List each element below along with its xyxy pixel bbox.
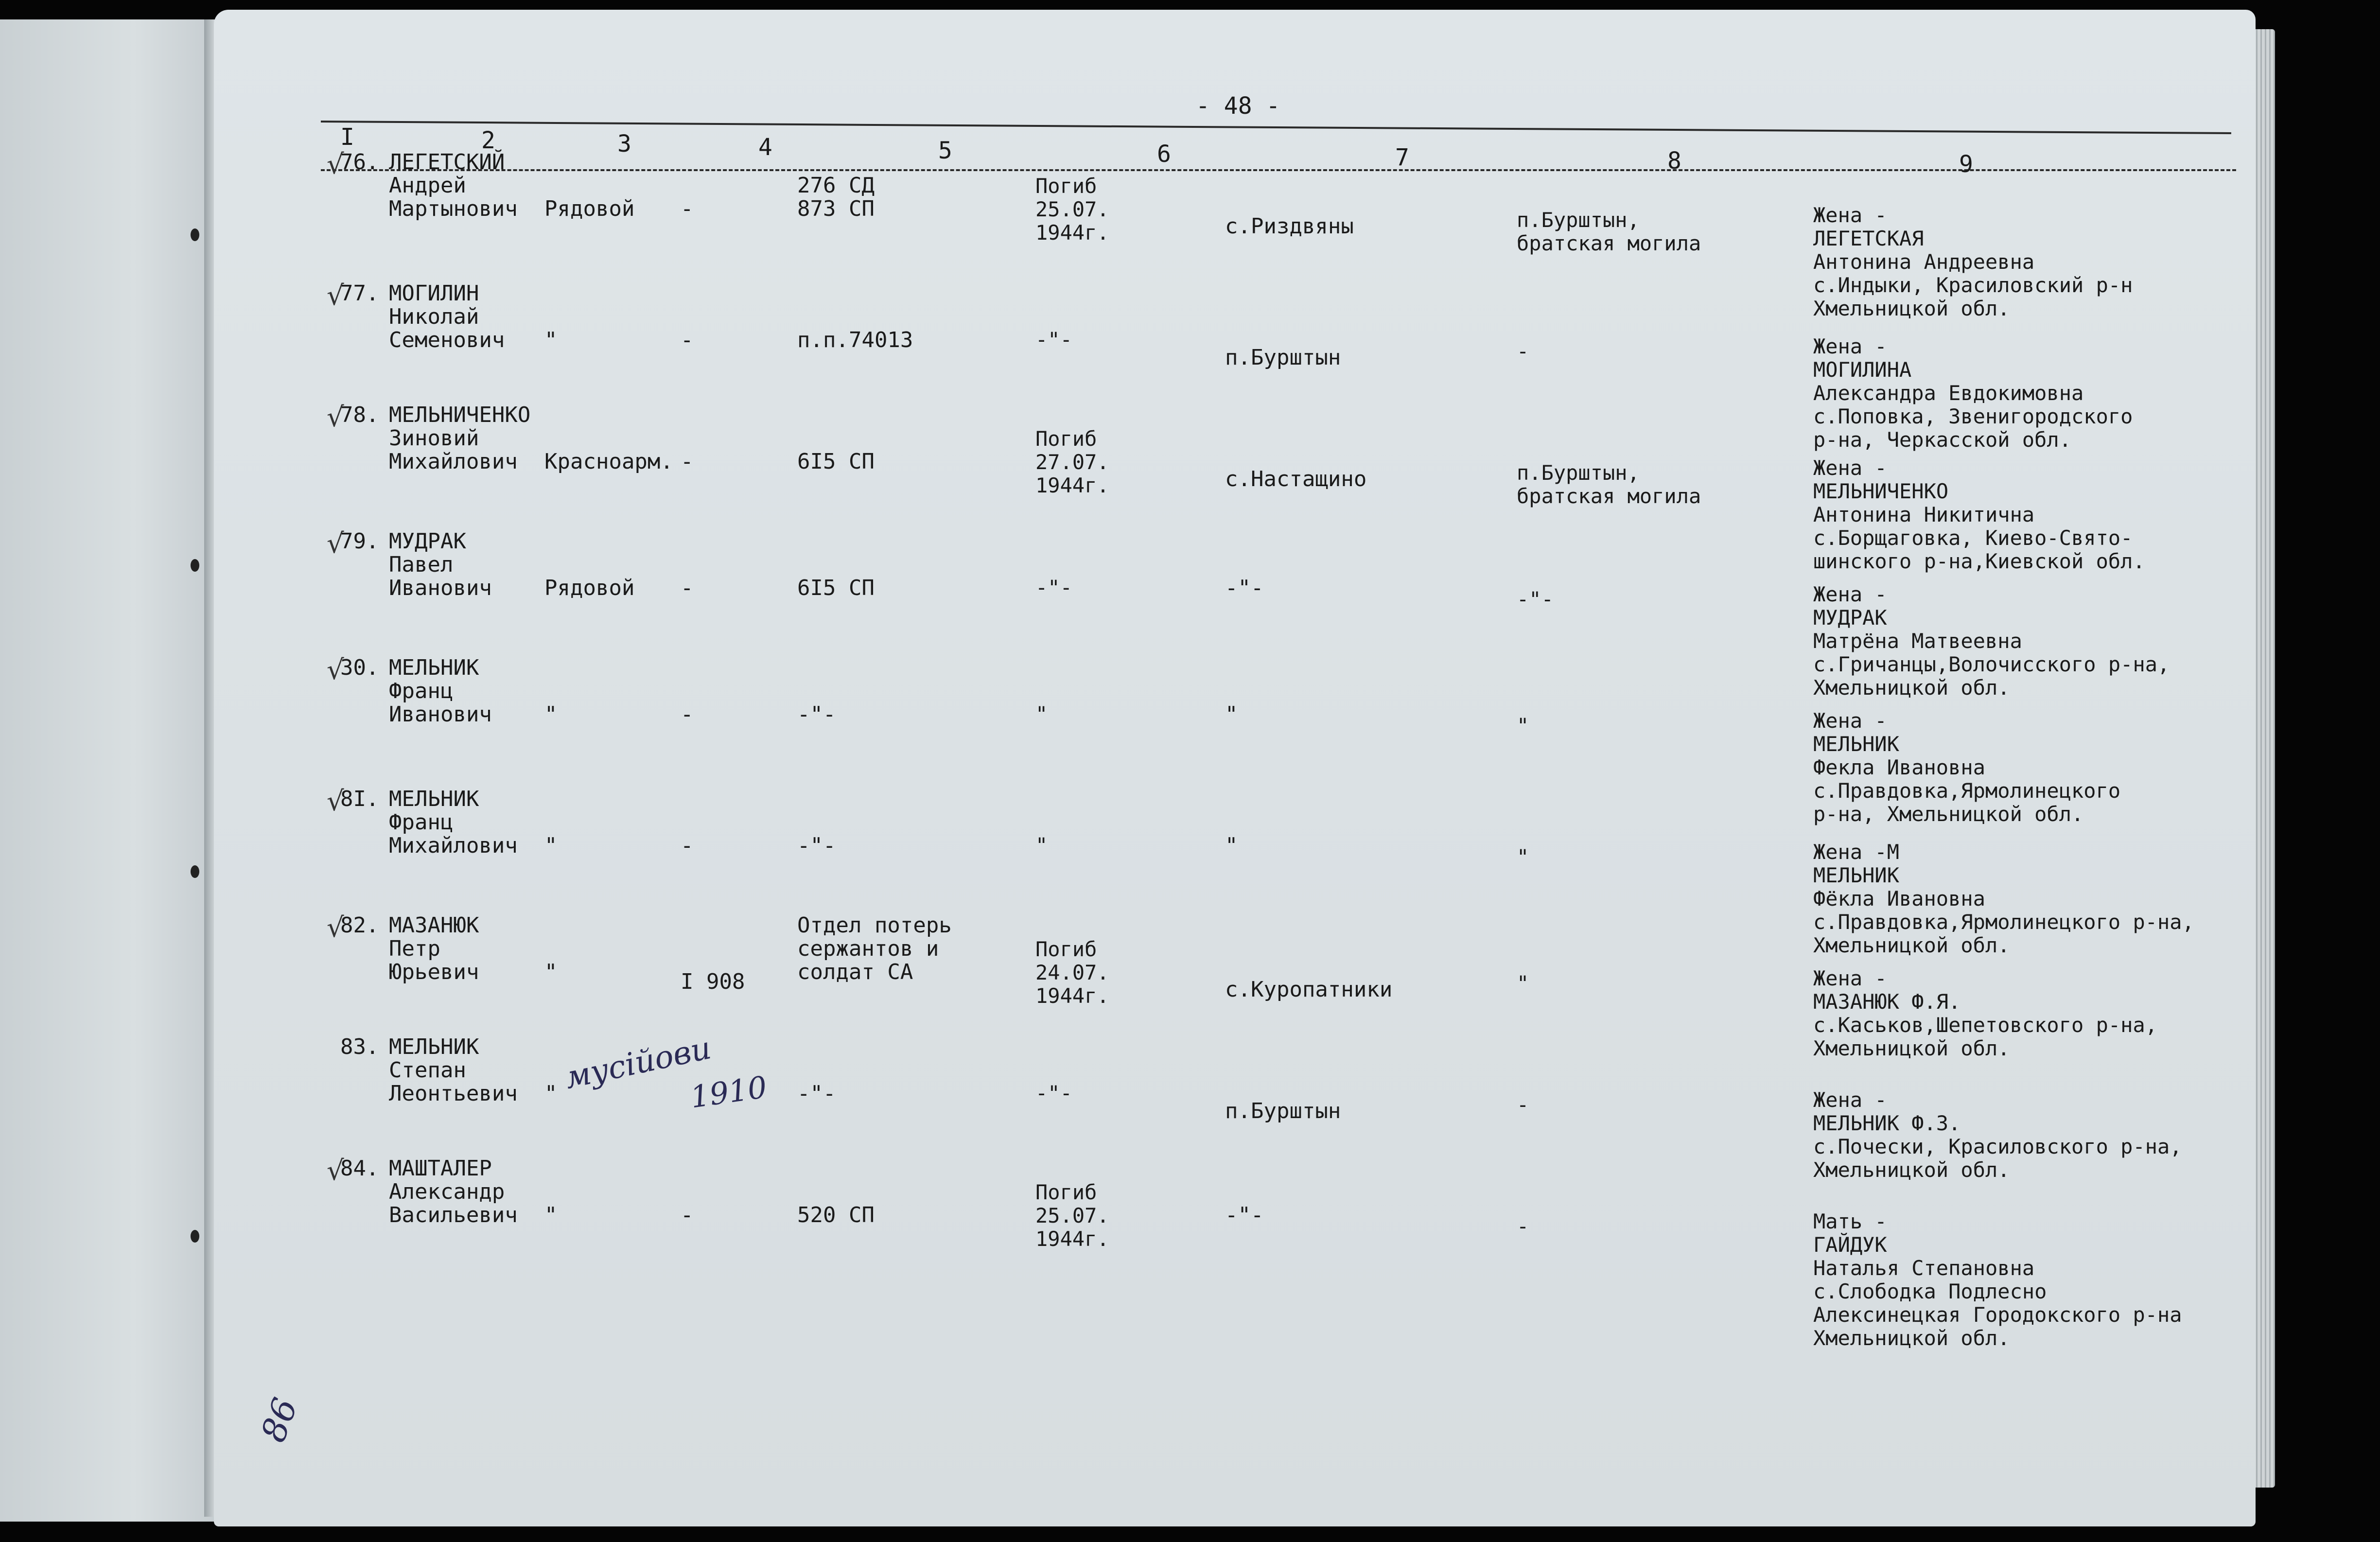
relative-info: р-на, Хмельницкой обл. <box>1813 802 2084 826</box>
relative-info: Жена - <box>1813 334 1887 358</box>
relative-info: Антонина Никитична <box>1813 503 2035 526</box>
soldier-name: Андрей <box>389 173 466 198</box>
relative-info: Жена - <box>1813 709 1887 733</box>
soldier-name: МЕЛЬНИЧЕНКО <box>389 403 531 427</box>
relative-info: Хмельницкой обл. <box>1813 676 2010 700</box>
handwritten-note: мусійови <box>561 1030 715 1096</box>
relative-info: Жена - <box>1813 1088 1887 1112</box>
place-of-death: с.Риздвяны <box>1225 214 1354 239</box>
entry-number: 8I. <box>340 787 379 811</box>
fate-date: Погиб <box>1035 1180 1097 1204</box>
fate-date: 1944г. <box>1035 1227 1109 1251</box>
place-of-death: с.Настащино <box>1225 467 1367 491</box>
check-mark: √ <box>327 528 344 560</box>
column-number: 3 <box>617 130 631 158</box>
soldier-name: МЕЛЬНИК <box>389 1034 479 1059</box>
burial-place: братская могила <box>1517 231 1701 255</box>
relative-info: МОГИЛИНА <box>1813 358 1912 382</box>
burial-place: братская могила <box>1517 484 1701 508</box>
entry-number: 77. <box>340 281 379 306</box>
soldier-name: Юрьевич <box>389 960 479 984</box>
relative-info: Хмельницкой обл. <box>1813 1158 2010 1182</box>
place-of-death: п.Бурштын <box>1225 1099 1341 1123</box>
check-mark: √ <box>327 786 344 817</box>
check-mark: √ <box>327 654 344 686</box>
check-mark: √ <box>327 1155 344 1187</box>
binding-hole <box>191 865 199 878</box>
rank: " <box>544 702 558 727</box>
header-bottom-rule <box>321 169 2236 171</box>
burial-place: -"- <box>1517 587 1554 611</box>
relative-info: с.Почески, Красиловского р-на, <box>1813 1135 2182 1158</box>
fate-date: -"- <box>1035 328 1072 351</box>
entry-number: 78. <box>340 403 379 427</box>
fate-date: " <box>1035 833 1048 857</box>
margin-number: 86 <box>253 1393 306 1447</box>
birth-year: - <box>681 196 694 221</box>
binding-hole <box>191 559 199 572</box>
relative-info: Жена -М <box>1813 840 1900 864</box>
military-unit: сержантов и <box>797 936 939 961</box>
fate-date: Погиб <box>1035 174 1097 198</box>
relative-info: Хмельницкой обл. <box>1813 933 2010 957</box>
soldier-name: Иванович <box>389 702 492 727</box>
soldier-name: Михайлович <box>389 449 518 474</box>
column-number: 9 <box>1959 151 1973 178</box>
soldier-name: Павел <box>389 552 454 577</box>
military-unit: 276 СД <box>797 173 875 198</box>
relative-info: МАЗАНЮК Ф.Я. <box>1813 990 1961 1014</box>
relative-info: Фекла Ивановна <box>1813 755 1986 779</box>
relative-info: с.Поповка, Звенигородского <box>1813 404 2133 428</box>
soldier-name: Франц <box>389 810 454 835</box>
relative-info: Жена - <box>1813 456 1887 480</box>
fate-date: -"- <box>1035 576 1072 599</box>
birth-year: I 908 <box>681 969 745 994</box>
fate-date: Погиб <box>1035 937 1097 961</box>
soldier-name: МУДРАК <box>389 529 466 554</box>
burial-place: - <box>1517 339 1529 363</box>
soldier-name: МЕЛЬНИК <box>389 655 479 680</box>
entry-number: 84. <box>340 1156 379 1181</box>
burial-place: - <box>1517 1093 1529 1117</box>
birth-year: - <box>681 1203 694 1227</box>
check-mark: √ <box>327 280 344 312</box>
relative-info: с.Правдовка,Ярмолинецкого <box>1813 779 2121 803</box>
entry-number: 82. <box>340 913 379 938</box>
relative-info: с.Правдовка,Ярмолинецкого р-на, <box>1813 910 2194 934</box>
soldier-name: Зиновий <box>389 426 479 451</box>
burial-place: " <box>1517 714 1529 737</box>
relative-info: Александра Евдокимовна <box>1813 381 2084 405</box>
relative-info: с.Слободка Подлесно <box>1813 1279 2047 1303</box>
soldier-name: МАЗАНЮК <box>389 913 479 938</box>
relative-info: МУДРАК <box>1813 606 1887 630</box>
military-unit: солдат СА <box>797 960 913 984</box>
birth-year: - <box>681 449 694 474</box>
entry-number: 30. <box>340 655 379 680</box>
soldier-name: Васильевич <box>389 1203 518 1227</box>
fate-date: -"- <box>1035 1081 1072 1105</box>
relative-info: Антонина Андреевна <box>1813 250 2035 274</box>
check-mark: √ <box>327 402 344 433</box>
burial-place: - <box>1517 1214 1529 1238</box>
place-of-death: -"- <box>1225 1203 1264 1227</box>
check-mark: √ <box>327 912 344 944</box>
column-number: 8 <box>1667 147 1681 175</box>
column-number: 4 <box>758 134 772 161</box>
relative-info: шинского р-на,Киевской обл. <box>1813 549 2145 573</box>
place-of-death: п.Бурштын <box>1225 345 1341 370</box>
entry-number: 79. <box>340 529 379 554</box>
relative-info: Хмельницкой обл. <box>1813 297 2010 320</box>
soldier-name: Николай <box>389 304 479 329</box>
fate-date: 1944г. <box>1035 221 1109 245</box>
column-number: 7 <box>1395 144 1409 171</box>
burial-place: п.Бурштын, <box>1517 461 1640 485</box>
fate-date: 27.07. <box>1035 450 1109 474</box>
relative-info: Хмельницкой обл. <box>1813 1326 2010 1350</box>
fate-date: 1944г. <box>1035 473 1109 497</box>
handwritten-year: 1910 <box>688 1069 770 1115</box>
place-of-death: с.Куропатники <box>1225 977 1393 1002</box>
column-number: I <box>340 123 354 151</box>
military-unit: 6I5 СП <box>797 449 875 474</box>
relative-info: МЕЛЬНИЧЕНКО <box>1813 479 1949 503</box>
relative-info: МЕЛЬНИК <box>1813 732 1900 756</box>
column-number: 2 <box>481 127 495 154</box>
soldier-name: Мартынович <box>389 196 518 221</box>
soldier-name: Семенович <box>389 328 505 352</box>
entry-number: 83. <box>340 1034 379 1059</box>
check-mark: √ <box>327 149 344 180</box>
rank: Рядовой <box>544 196 635 221</box>
place-of-death: -"- <box>1225 576 1264 600</box>
burial-place: " <box>1517 845 1529 869</box>
fate-date: Погиб <box>1035 427 1097 451</box>
fate-date: 24.07. <box>1035 961 1109 984</box>
rank: Рядовой <box>544 576 635 600</box>
relative-info: Матрёна Матвеевна <box>1813 629 2022 653</box>
fate-date: 25.07. <box>1035 197 1109 221</box>
fate-date: " <box>1035 702 1048 726</box>
relative-info: Фёкла Ивановна <box>1813 887 1986 911</box>
relative-info: Наталья Степановна <box>1813 1256 2035 1280</box>
relative-info: ГАЙДУК <box>1813 1233 1887 1257</box>
military-unit: 873 СП <box>797 196 875 221</box>
relative-info: с.Гричанцы,Волочисского р-на, <box>1813 652 2170 676</box>
relative-info: Алексинецкая Городокского р-на <box>1813 1303 2182 1327</box>
rank: " <box>544 833 558 858</box>
military-unit: -"- <box>797 702 836 727</box>
binding-hole <box>191 1230 199 1243</box>
military-unit: 6I5 СП <box>797 576 875 600</box>
burial-place: " <box>1517 971 1529 995</box>
relative-info: МЕЛЬНИК <box>1813 863 1900 887</box>
page-number: - 48 - <box>1196 92 1280 120</box>
place-of-death: " <box>1225 833 1238 858</box>
relative-info: с.Индыки, Красиловский р-н <box>1813 273 2133 297</box>
birth-year: - <box>681 702 694 727</box>
military-unit: -"- <box>797 833 836 858</box>
military-unit: п.п.74013 <box>797 328 913 352</box>
rank: " <box>544 328 558 352</box>
column-number: 6 <box>1157 140 1171 168</box>
birth-year: - <box>681 576 694 600</box>
relative-info: МЕЛЬНИК Ф.З. <box>1813 1111 1961 1135</box>
military-unit: -"- <box>797 1081 836 1106</box>
soldier-name: МАШТАЛЕР <box>389 1156 492 1181</box>
rank: Красноарм. <box>544 449 673 474</box>
soldier-name: Франц <box>389 679 454 703</box>
military-unit: Отдел потерь <box>797 913 952 938</box>
birth-year: - <box>681 328 694 352</box>
relative-info: ЛЕГЕТСКАЯ <box>1813 227 1924 250</box>
relative-info: с.Борщаговка, Киево-Свято- <box>1813 526 2133 550</box>
binding-hole <box>191 228 199 241</box>
soldier-name: МОГИЛИН <box>389 281 479 306</box>
soldier-name: Михайлович <box>389 833 518 858</box>
relative-info: Жена - <box>1813 582 1887 606</box>
fate-date: 25.07. <box>1035 1204 1109 1227</box>
column-number: 5 <box>938 137 952 164</box>
relative-info: Хмельницкой обл. <box>1813 1036 2010 1060</box>
fate-date: 1944г. <box>1035 984 1109 1008</box>
soldier-name: Александр <box>389 1179 505 1204</box>
burial-place: п.Бурштын, <box>1517 208 1640 232</box>
soldier-name: МЕЛЬНИК <box>389 787 479 811</box>
rank: " <box>544 1203 558 1227</box>
soldier-name: Леонтьевич <box>389 1081 518 1106</box>
military-unit: 520 СП <box>797 1203 875 1227</box>
entry-number: 76. <box>340 150 379 175</box>
rank: " <box>544 960 558 984</box>
relative-info: р-на, Черкасской обл. <box>1813 428 2072 452</box>
relative-info: Мать - <box>1813 1209 1887 1233</box>
soldier-name: Петр <box>389 936 440 961</box>
rank: " <box>544 1081 558 1106</box>
soldier-name: Иванович <box>389 576 492 600</box>
place-of-death: " <box>1225 702 1238 727</box>
relative-info: Жена - <box>1813 203 1887 227</box>
soldier-name: ЛЕГЕТСКИЙ <box>389 150 505 175</box>
soldier-name: Степан <box>389 1058 466 1083</box>
relative-info: Жена - <box>1813 966 1887 990</box>
relative-info: с.Каськов,Шепетовского р-на, <box>1813 1013 2158 1037</box>
left-facing-page <box>0 19 224 1522</box>
birth-year: - <box>681 833 694 858</box>
